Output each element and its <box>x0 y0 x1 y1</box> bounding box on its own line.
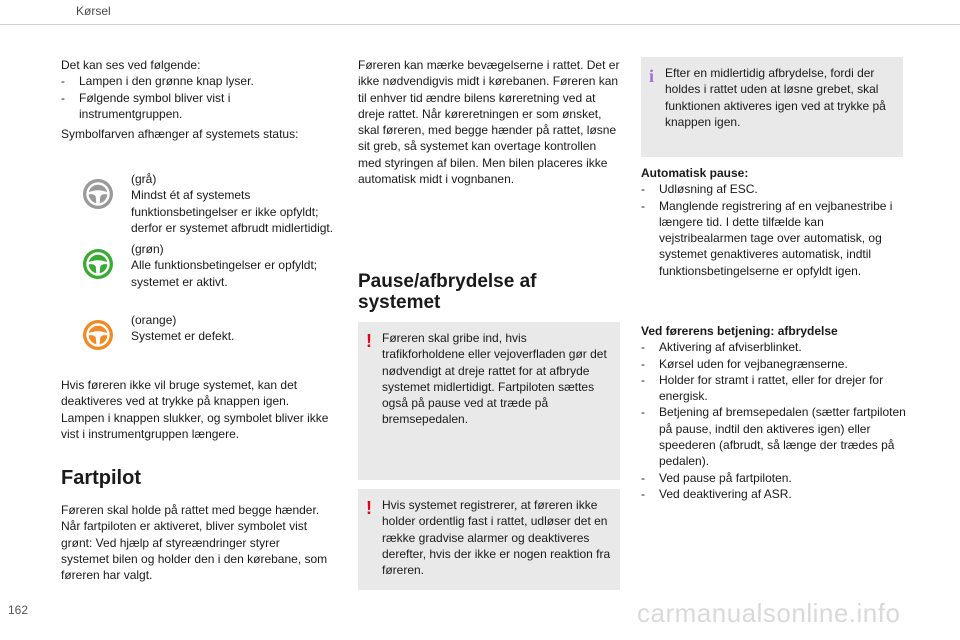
section-header: Kørsel <box>76 4 111 18</box>
list-item: - Manglende registrering af en vejbanestribe i længere tid. I dette tilfælde kan vejstribealarmen tage over automatisk, og systemet genaktiveres automatisk, indtil funktionsbetingelserne er opfyldt igen. <box>641 198 893 278</box>
steering-wheel-orange-icon <box>83 320 113 355</box>
header-divider <box>0 24 960 25</box>
warning-box <box>358 322 620 480</box>
fartpilot-text-2: Når fartpiloten er aktiveret, bliver symbolet vist grønt: Ved hjælp af styreændringer styrer systemet bilen og holder den i den kørebane, som føreren har valgt. <box>61 519 328 583</box>
steering-paragraph: Føreren kan mærke bevægelserne i rattet. Det er ikke nødvendigvis midt i kørebanen. Føreren kan til enhver tid ændre bilens køreretning ved at dreje rattet. Når køreretningen er som ønsket, skal føreren, med begge hænder på rattet, løsne sit greb, så systemet kan overtage kontrollen med styringen af bilen. Men bilen placeres ikke automatisk midt i vognbanen. <box>358 58 620 187</box>
info-text: Efter en midlertidig afbrydelse, fordi der holdes i rattet uden at løsne grebet, skal funktionen aktiveres igen ved at trykke på knappen igen. <box>665 66 886 129</box>
driver-interruption-block <box>641 323 906 502</box>
color-note: Symbolfarven afhænger af systemets status: <box>61 127 299 141</box>
auto-pause-heading: Automatisk pause: <box>641 166 749 180</box>
warning-icon: ! <box>366 498 372 518</box>
state-label: (orange) <box>131 313 177 327</box>
deactivation-text: Hvis føreren ikke vil bruge systemet, kan det deaktiveres ved at trykke på knappen igen. Lampen i knappen slukker, og symbolet bliver ikke vist i instrumentgruppen længere. <box>61 378 329 441</box>
list-item: - Holder for stramt i rattet, eller for drejer for energisk. <box>641 372 884 404</box>
state-text: Mindst ét af systemets funktionsbetingelser er ikke opfyldt; derfor er systemet afbrudt midlertidigt. <box>131 188 334 235</box>
list-item: - Betjening af bremsepedalen (sætter fartpiloten på pause, indtil den aktiveres igen) eller speederen (afbrudt, så længe der trædes på pedalen). <box>641 405 906 469</box>
watermark: carmanualsonline.info <box>637 598 901 628</box>
list-item: - Udløsning af ESC. <box>641 182 758 197</box>
fartpilot-heading: Fartpilot <box>61 467 141 489</box>
fartpilot-block <box>61 502 331 583</box>
list-item: - Ved deaktivering af ASR. <box>641 486 792 501</box>
state-orange <box>131 312 346 345</box>
state-text: Systemet er defekt. <box>131 329 235 344</box>
warning-text: Hvis systemet registrerer, at føreren ikke holder ordentlig fast i rattet, udløser det en række gradvise alarmer og deaktiveres derefter, hvis der ikke er nogen reaktion fra føreren. <box>382 498 611 578</box>
state-label: (grøn) <box>131 242 164 256</box>
info-icon: i <box>649 66 655 86</box>
fartpilot-text: Føreren skal holde på rattet med begge hænder. <box>61 503 320 517</box>
state-grey <box>131 171 346 236</box>
intro-block <box>61 57 331 122</box>
list-item: - Aktivering af afviserblinket. <box>641 340 802 355</box>
driver-heading: Ved førerens betjening: afbrydelse <box>641 324 838 338</box>
list-item: - Følgende symbol bliver vist i instrumentgruppen. <box>61 90 231 121</box>
list-item: - Lampen i den grønne knap lyser. <box>61 74 254 89</box>
auto-pause-block <box>641 165 906 279</box>
state-text: Alle funktionsbetingelser er opfyldt; systemet er aktivt. <box>131 258 318 289</box>
list-item: - Ved pause på fartpiloten. <box>641 470 792 485</box>
list-item: - Kørsel uden for vejbanegrænserne. <box>641 356 848 371</box>
pause-heading: Pause/afbrydelse af systemet <box>358 271 537 313</box>
steering-wheel-green-icon <box>83 249 113 284</box>
info-box <box>641 57 903 157</box>
state-label: (grå) <box>131 172 157 186</box>
warning-box <box>358 489 620 590</box>
warning-icon: ! <box>366 331 372 351</box>
steering-wheel-grey-icon <box>83 179 113 214</box>
warning-text: Føreren skal gribe ind, hvis trafikforholdene eller vejoverfladen gør det nødvendigt at dreje rattet for at afbryde systemet midlertidigt. Fartpiloten sættes også på pause ved at træde på bremsepedalen. <box>382 331 607 427</box>
page-number: 162 <box>8 603 29 617</box>
state-green <box>131 241 346 290</box>
intro-text: Det kan ses ved følgende: <box>61 58 201 72</box>
